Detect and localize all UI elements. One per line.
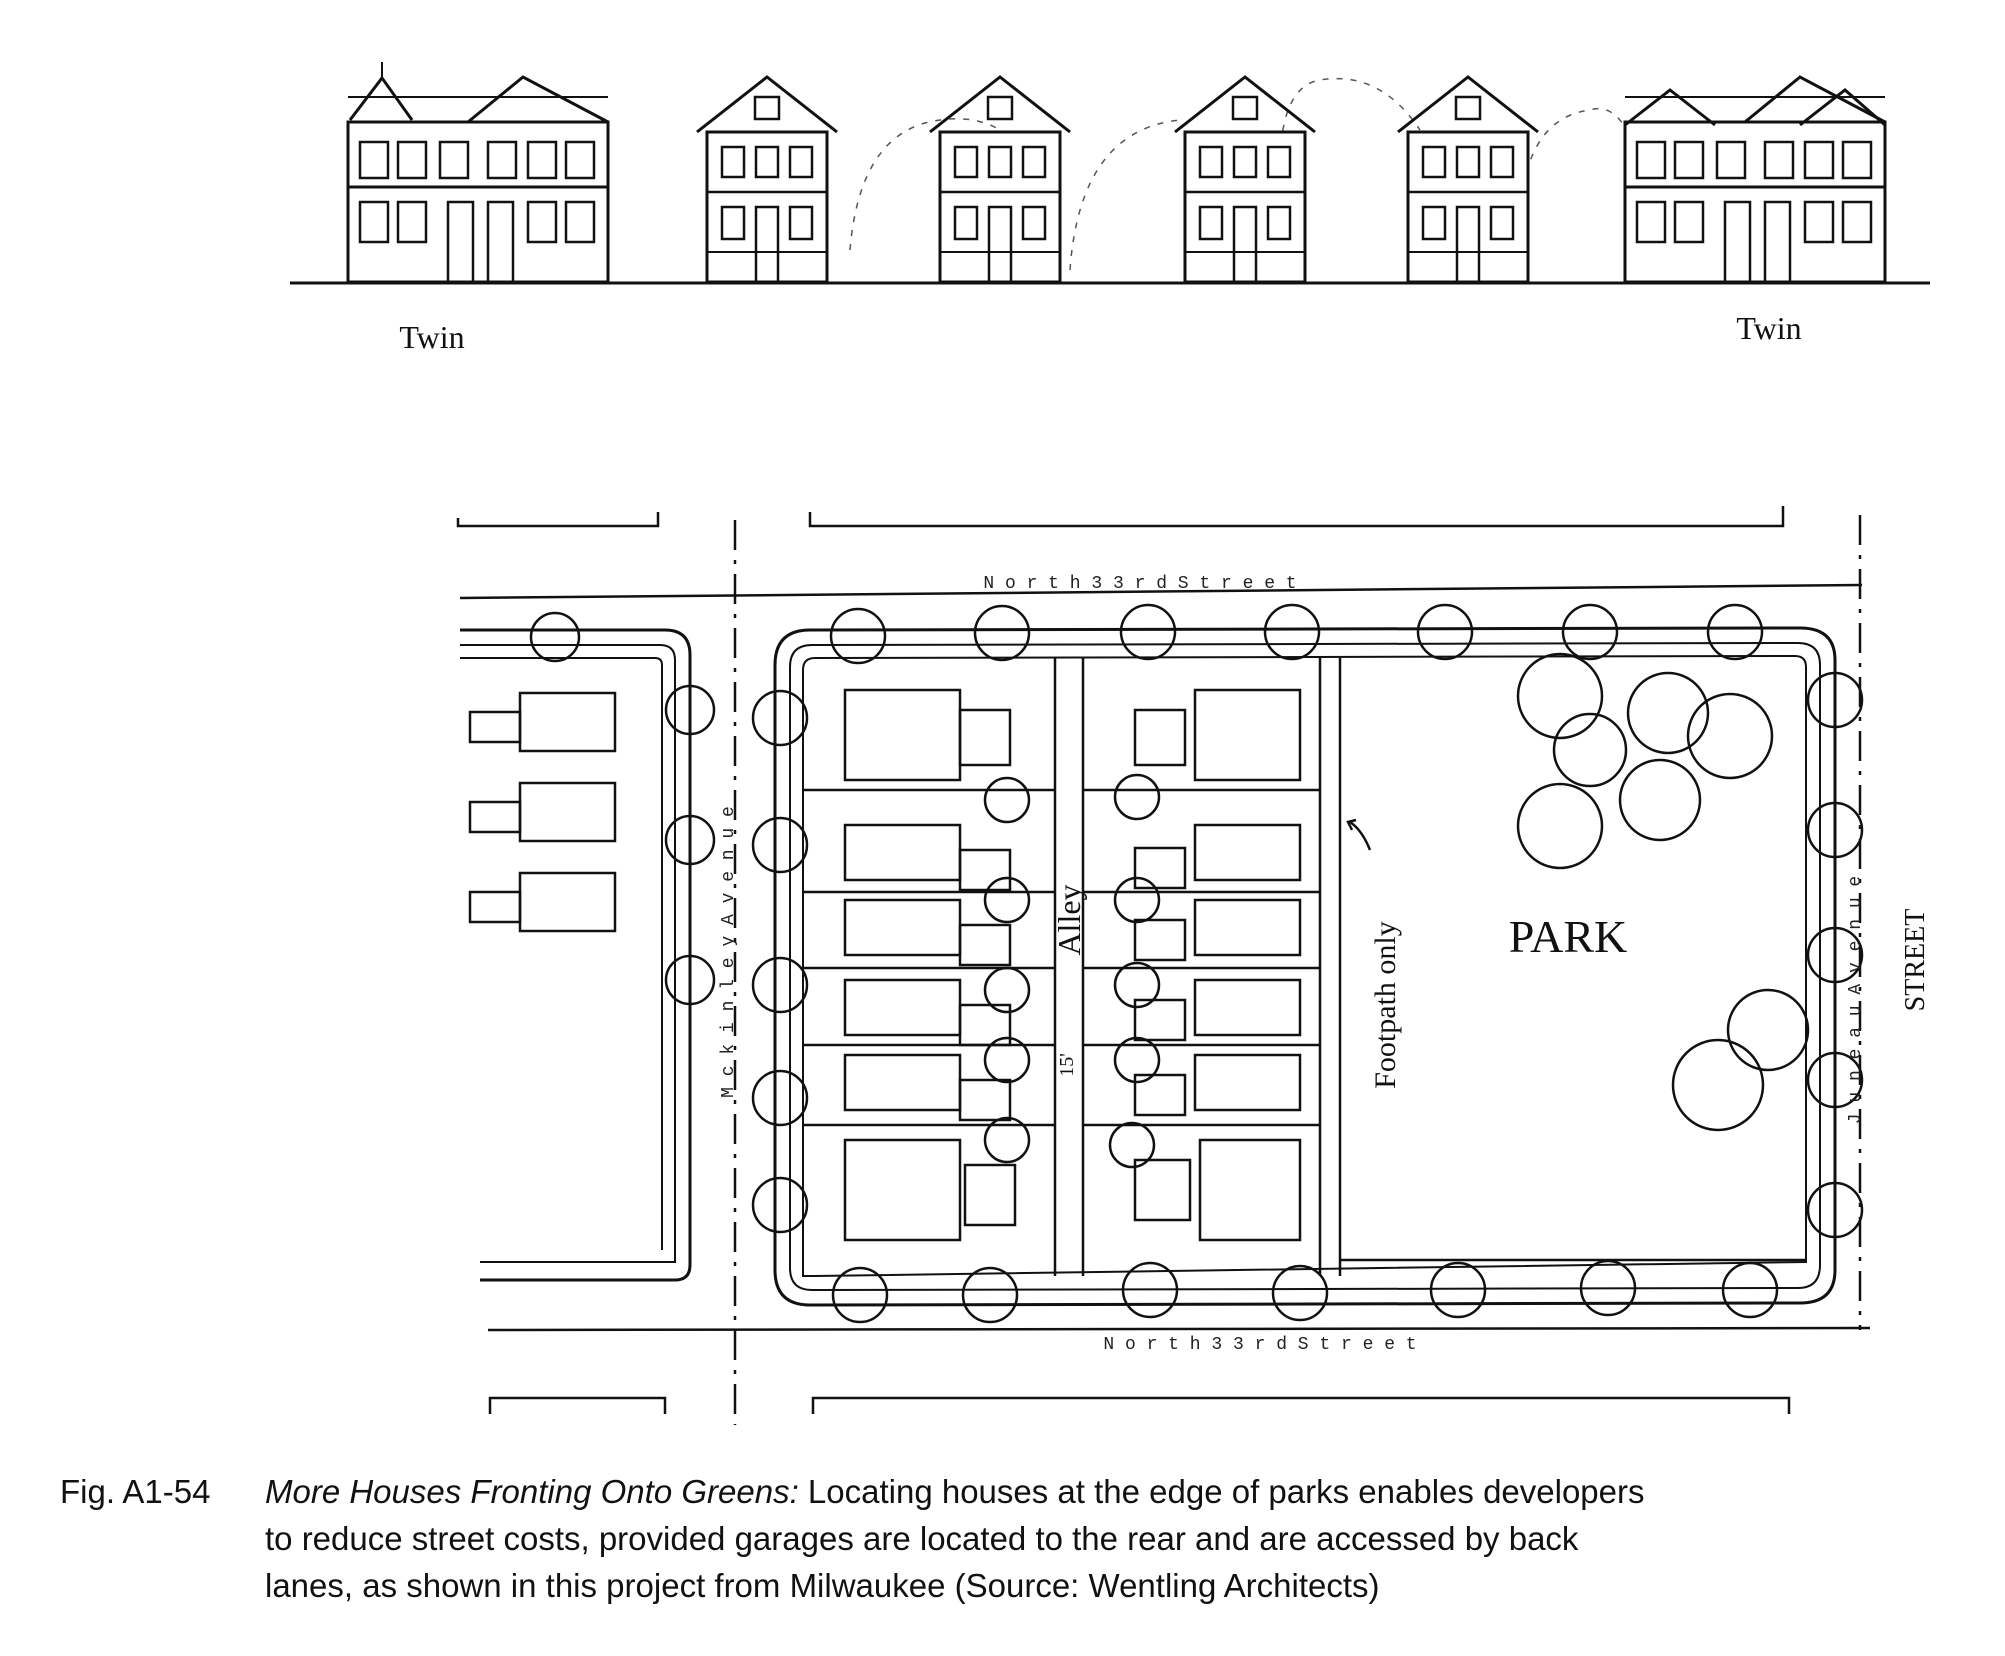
main-block-outline	[775, 628, 1835, 1305]
footpath-arrow	[1350, 822, 1370, 850]
house-elevation-5	[1398, 77, 1538, 282]
twin-label-right: Twin	[1736, 310, 1802, 346]
twin-house-left-elevation	[348, 62, 608, 282]
east-avenue-label: J u n e a u A v e n u e	[1846, 875, 1866, 1125]
twin-house-right-elevation	[1625, 77, 1885, 282]
caption-first-line	[60, 1468, 1980, 1515]
east-street-label: STREET	[1900, 908, 1931, 1012]
west-avenue-label: M c k i n l e y A v e n u e	[719, 806, 739, 1098]
figure-number: Fig. A1-54	[60, 1473, 211, 1510]
caption-body-line1: Locating houses at the edge of parks enables developers	[798, 1473, 1645, 1510]
east-row-lots	[1083, 690, 1320, 1240]
park-trees	[1518, 654, 1808, 1130]
north-street-label: N o r t h 3 3 r d S t r e e t	[983, 574, 1297, 594]
house-elevation-4	[1175, 77, 1315, 282]
west-row-lots	[803, 690, 1055, 1240]
streetscape-elevation	[290, 62, 1930, 355]
alley-label: Alley	[1051, 884, 1087, 956]
caption-body-line3: lanes, as shown in this project from Milwaukee (Source: Wentling Architects)	[265, 1567, 1380, 1604]
site-plan	[458, 506, 1870, 1425]
caption-body-line2: to reduce street costs, provided garages are located to the rear and are accessed by back	[265, 1520, 1579, 1557]
park-label: PARK	[1508, 911, 1628, 962]
figure-caption	[60, 1468, 1980, 1609]
caption-title: More Houses Fronting Onto Greens:	[265, 1473, 799, 1510]
alley	[1055, 658, 1083, 1276]
alley-width-label: 15'	[1056, 1053, 1078, 1077]
house-elevation-2	[697, 77, 837, 282]
south-street-label: N o r t h 3 3 r d S t r e e t	[1103, 1335, 1417, 1355]
west-block	[460, 613, 714, 1280]
twin-label-left: Twin	[399, 319, 465, 355]
footpath-label: Footpath only	[1369, 921, 1402, 1089]
house-elevation-3	[930, 77, 1070, 282]
